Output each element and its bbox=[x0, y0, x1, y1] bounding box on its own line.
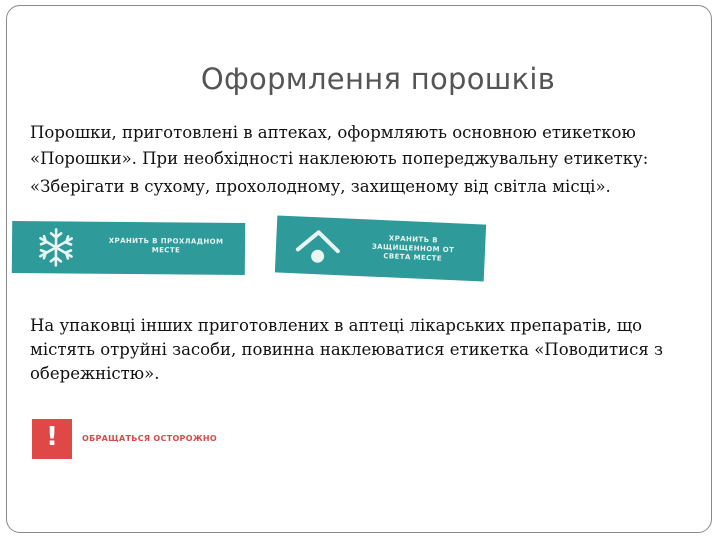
exclamation-icon: ! bbox=[46, 422, 58, 452]
slide-title: Оформлення порошків bbox=[200, 62, 556, 96]
sun-shade-icon bbox=[291, 225, 345, 267]
label-cool-place-text: ХРАНИТЬ В ПРОХЛАДНОМ МЕСТЕ bbox=[108, 236, 224, 255]
label-light-protected-text: ХРАНИТЬ В ЗАЩИЩЕННОМ ОТ СВЕТА МЕСТЕ bbox=[371, 234, 455, 263]
paragraph-caution: На упаковці інших приготовлених в аптеці лікарських препаратів, що містять отруйні засоби, повинна наклеюватися етикетка «Поводитися з обережністю». bbox=[30, 316, 664, 383]
label-caution-text: ОБРАЩАТЬСЯ ОСТОРОЖНО bbox=[82, 434, 218, 443]
snowflake-icon bbox=[34, 225, 78, 269]
caution-block bbox=[32, 419, 72, 459]
label-light-protected bbox=[275, 215, 486, 281]
paragraph-powders-line2: «Порошки». При необхідності наклеюють попереджувальну етикетку: «Зберігати в сухому, прохолодному, захищеному від світла місці». bbox=[30, 149, 649, 196]
label-caution bbox=[32, 419, 220, 459]
paragraph-powders bbox=[30, 119, 700, 201]
paragraph-powders-line1: Порошки, приготовлені в аптеках, оформляють основною етикеткою bbox=[30, 123, 636, 142]
label-cool-place bbox=[12, 221, 245, 275]
